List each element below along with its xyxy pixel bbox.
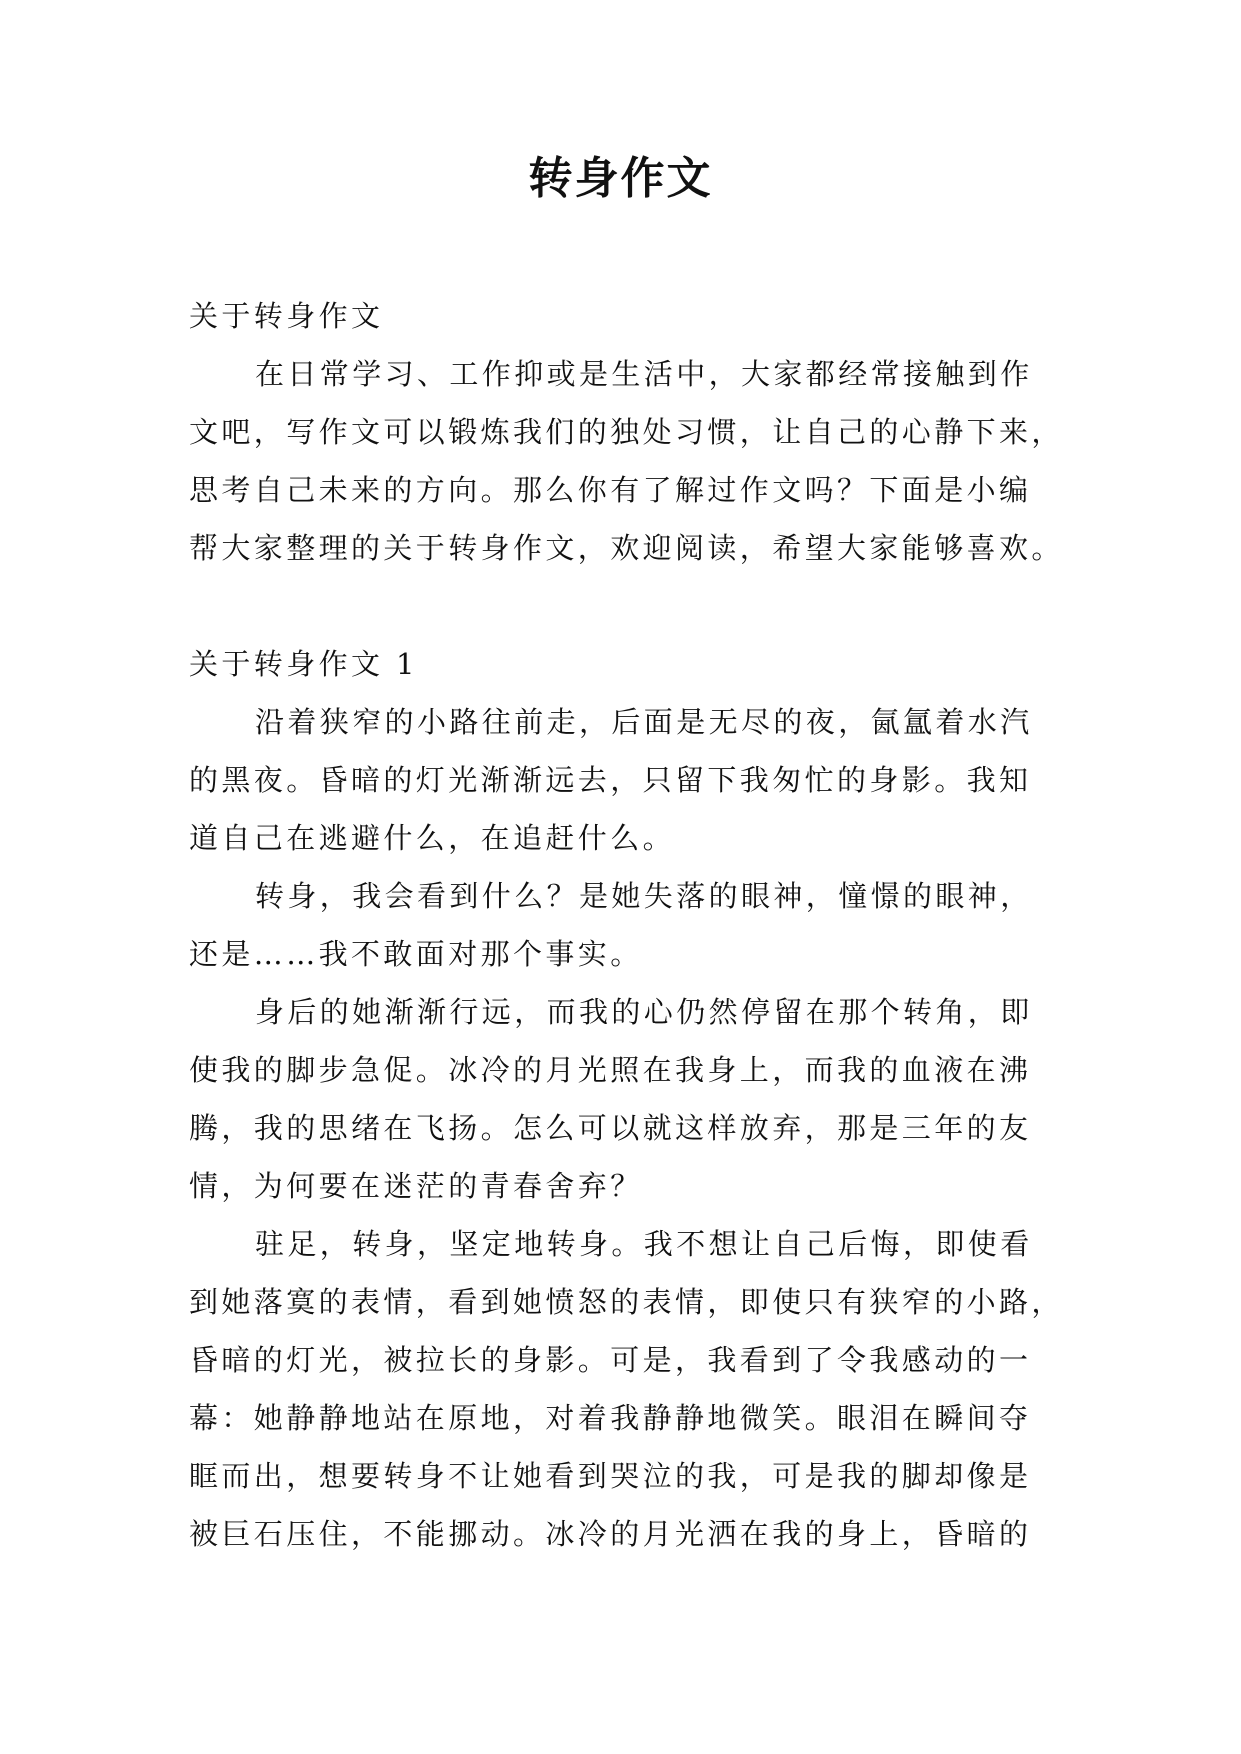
document-title: 转身作文: [528, 153, 713, 204]
essay-heading: 关于转身作文 1: [189, 647, 418, 681]
text-line: 身后的她渐渐行远，而我的心仍然停留在那个转角，即: [255, 995, 1033, 1029]
text-line: 驻足，转身，坚定地转身。我不想让自己后悔，即使看: [255, 1227, 1033, 1261]
text-line: 情，为何要在迷茫的青春舍弃？: [189, 1169, 643, 1203]
intro-paragraph: [189, 345, 1064, 577]
text-line: 在日常学习、工作抑或是生活中，大家都经常接触到作: [255, 357, 1033, 391]
document-body: [189, 287, 1064, 1563]
text-line: 转身，我会看到什么？是她失落的眼神，憧憬的眼神，: [255, 879, 1033, 913]
text-line: 的黑夜。昏暗的灯光渐渐远去，只留下我匆忙的身影。我知: [189, 763, 1032, 797]
text-line: 道自己在逃避什么，在追赶什么。: [189, 821, 676, 855]
text-line: 被巨石压住，不能挪动。冰冷的月光洒在我的身上，昏暗的: [189, 1517, 1032, 1551]
text-line: 帮大家整理的关于转身作文，欢迎阅读，希望大家能够喜欢。: [189, 531, 1064, 565]
text-line: 思考自己未来的方向。那么你有了解过作文吗？下面是小编: [189, 473, 1032, 507]
text-line: 腾，我的思绪在飞扬。怎么可以就这样放弃，那是三年的友: [189, 1111, 1032, 1145]
essay-paragraph-4: [189, 1215, 1064, 1563]
section-spacer: [189, 577, 1059, 635]
text-line: 沿着狭窄的小路往前走，后面是无尽的夜，氤氲着水汽: [255, 705, 1033, 739]
essay-paragraph-2: [189, 867, 1059, 983]
text-line: 还是……我不敢面对那个事实。: [189, 937, 643, 971]
text-line: 文吧，写作文可以锻炼我们的独处习惯，让自己的心静下来，: [189, 415, 1064, 449]
text-line: 使我的脚步急促。冰冷的月光照在我身上，而我的血液在沸: [189, 1053, 1032, 1087]
text-line: 眶而出，想要转身不让她看到哭泣的我，可是我的脚却像是: [189, 1459, 1032, 1493]
essay-paragraph-3: [189, 983, 1059, 1215]
text-line: 到她落寞的表情，看到她愤怒的表情，即使只有狭窄的小路，: [189, 1285, 1064, 1319]
essay-paragraph-1: [189, 693, 1059, 867]
text-line: 昏暗的灯光，被拉长的身影。可是，我看到了令我感动的一: [189, 1343, 1032, 1377]
intro-heading: 关于转身作文: [189, 299, 384, 333]
text-line: 幕：她静静地站在原地，对着我静静地微笑。眼泪在瞬间夺: [189, 1401, 1032, 1435]
